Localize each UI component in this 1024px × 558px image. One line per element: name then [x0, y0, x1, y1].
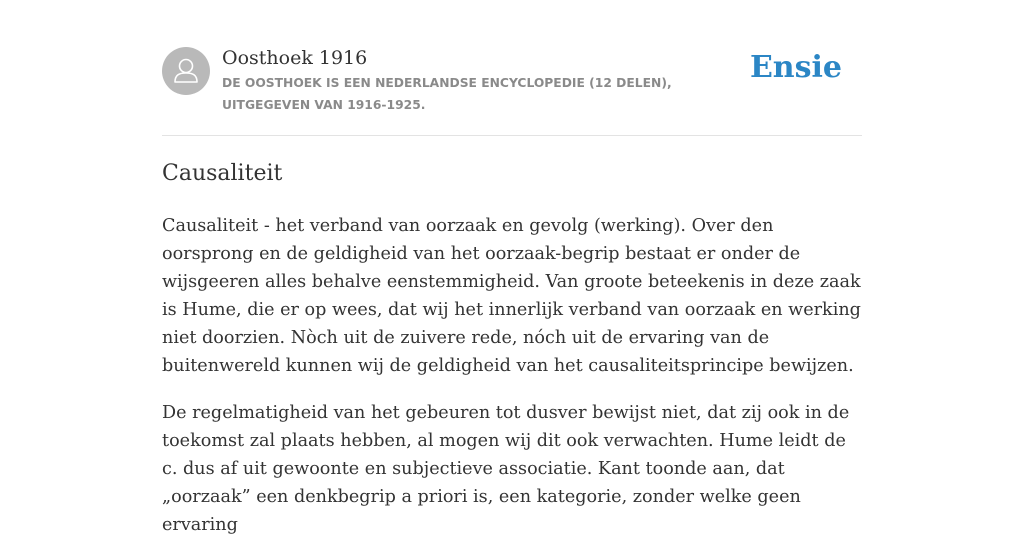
entry-paragraph-1: Causaliteit - het verband van oorzaak en gevolg (werking). Over den oorsprong en de geldigheid van het oorzaak-begrip bestaat er onder de wijsgeeren alles behalve eenstemmigheid. Van groote beteekenis in deze zaak is Hume, die er op wees, dat wij het innerlijk verband van oorzaak en werking niet doorzien. Nòch uit de zuivere rede, nóch uit de ervaring van de buitenwereld kunnen wij de geldigheid van het causaliteitsprincipe bewijzen.: [162, 216, 861, 376]
source-description: DE OOSTHOEK IS EEN NEDERLANDSE ENCYCLOPEDIE (12 DELEN), UITGEGEVEN VAN 1916-1925.: [222, 76, 672, 112]
user-avatar-icon[interactable]: [162, 47, 210, 95]
entry-body: [162, 212, 862, 558]
source-header: [162, 0, 862, 136]
source-title[interactable]: Oosthoek 1916: [222, 47, 368, 69]
entry-paragraph-2: De regelmatigheid van het gebeuren tot dusver bewijst niet, dat zij ook in de toekomst zal plaats hebben, al mogen wij dit ook verwachten. Hume leidt de c. dus af uit gewoonte en subjectieve associatie. Kant toonde aan, dat „oorzaak” een denkbegrip a priori is, een kategorie, zonder welke geen ervaring: [162, 403, 850, 535]
page: [162, 0, 862, 535]
ensie-logo[interactable]: Ensie: [749, 50, 842, 85]
entry-title: Causaliteit: [162, 161, 283, 186]
